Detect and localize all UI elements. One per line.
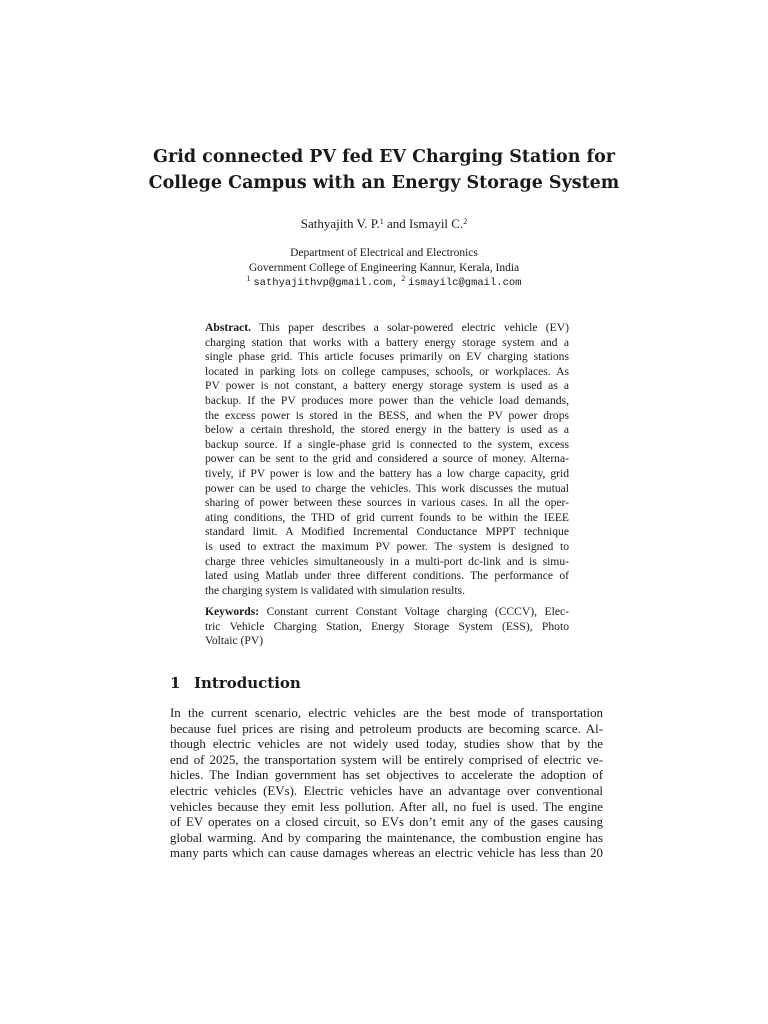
intro-line: hicles. The Indian government has set objectives to accelerate the adoption of [170,768,603,783]
abstract-line: Abstract. This paper describes a solar-powered electric vehicle (EV) [205,321,569,334]
intro-line: global warming. And by comparing the maintenance, the combustion engine has [170,830,603,845]
keywords-line: tric Vehicle Charging Station, Energy Storage System (ESS), Photo [205,619,569,633]
introduction-paragraph [170,706,603,862]
intro-line: because fuel prices are rising and petroleum products are becoming scarce. Al- [170,721,603,736]
abstract-line: ating conditions, the THD of grid current founds to be within the IEEE [205,510,569,524]
abstract-label: Abstract. [205,321,252,334]
abstract-line: the charging system is validated with simulation results. [205,583,465,597]
abstract-line: sharing of power between these sources in various cases. In all the oper- [205,496,569,510]
abstract-line: backup. If the PV produces more power than the vehicle load demands, [205,393,569,407]
intro-line: though electric vehicles are not widely used today, studies show that by the [170,737,603,752]
abstract-line: PV power is not constant, a battery energy storage system is used as a [205,379,569,393]
keywords [205,605,569,649]
affiliation-college: Government College of Engineering Kannur, Kerala, India [248,261,520,274]
author-2: Ismayil C. [409,216,464,231]
abstract-line: backup source. If a single-phase grid is connected to the system, excess [205,437,569,451]
keywords-line: Voltaic (PV) [205,634,264,648]
affiliation-department: Department of Electrical and Electronics [290,247,478,259]
keywords-line: Keywords: Constant current Constant Voltage charging (CCCV), Elec- [205,605,569,618]
title-line-2: College Campus with an Energy Storage System [148,173,620,193]
abstract-line: power can be sent to the grid and considered a source of money. Alterna- [205,452,569,466]
title-line-1: Grid connected PV fed EV Charging Station for [153,147,615,167]
abstract-line: the excess power is stored in the BESS, and when the PV power drops [205,408,569,422]
abstract-line: power can be used to charge the vehicles. This work discusses the mutual [205,481,569,495]
keywords-label: Keywords: [205,605,260,618]
email-2-sup: 2 [401,274,406,283]
section-heading [170,673,301,693]
intro-line: many parts which can cause damages whereas an electric vehicle has less than 20 [170,846,603,861]
intro-line: vehicles because they emit less pollution. After all, no fuel is used. The engine [170,799,603,814]
author-list [140,216,628,232]
intro-line: In the current scenario, electric vehicles are the best mode of transportation [170,706,603,720]
abstract-line: charge three vehicles simultaneously in a multi-port dc-link and is simu- [205,554,569,568]
intro-line: electric vehicles (EVs). Electric vehicles have an advantage over conventional [170,783,603,798]
abstract-line: is used to extract the maximum PV power. The system is designed to [205,539,569,553]
email-1: sathyajithvp@gmail.com, [253,277,399,289]
abstract [205,321,569,598]
abstract-line: below a certain threshold, the stored energy in the battery is used as a [205,423,569,437]
author-1-sup: 1 [379,217,384,226]
abstract-line: charging station that works with a battery energy storage system and a [205,335,569,349]
author-emails [140,275,628,291]
intro-line: end of 2025, the transportation system will be entirely comprised of electric ve- [170,752,603,767]
abstract-line: tively, if PV power is low and the battery has a low charge capacity, grid [205,466,569,480]
email-2: ismayilc@gmail.com [408,277,522,289]
abstract-line: single phase grid. This article focuses primarily on EV charging stations [205,350,569,364]
section-number: 1 [170,674,181,692]
intro-line: of EV operates on a closed circuit, so EVs don’t emit any of the gases causing [170,815,603,830]
email-1-sup: 1 [246,274,251,283]
section-title: Introduction [194,674,301,692]
author-2-sup: 2 [463,217,468,226]
author-1: Sathyajith V. P. [300,216,380,231]
paper-title [140,144,628,196]
abstract-line: standard limit. A Modified Incremental Conductance MPPT technique [205,525,569,539]
author-and: and [383,216,410,231]
abstract-line: lated using Matlab under three different conditions. The performance of [205,569,569,583]
abstract-line: located in parking lots on college campuses, schools, or workplaces. As [205,364,569,378]
affiliation [140,246,628,291]
